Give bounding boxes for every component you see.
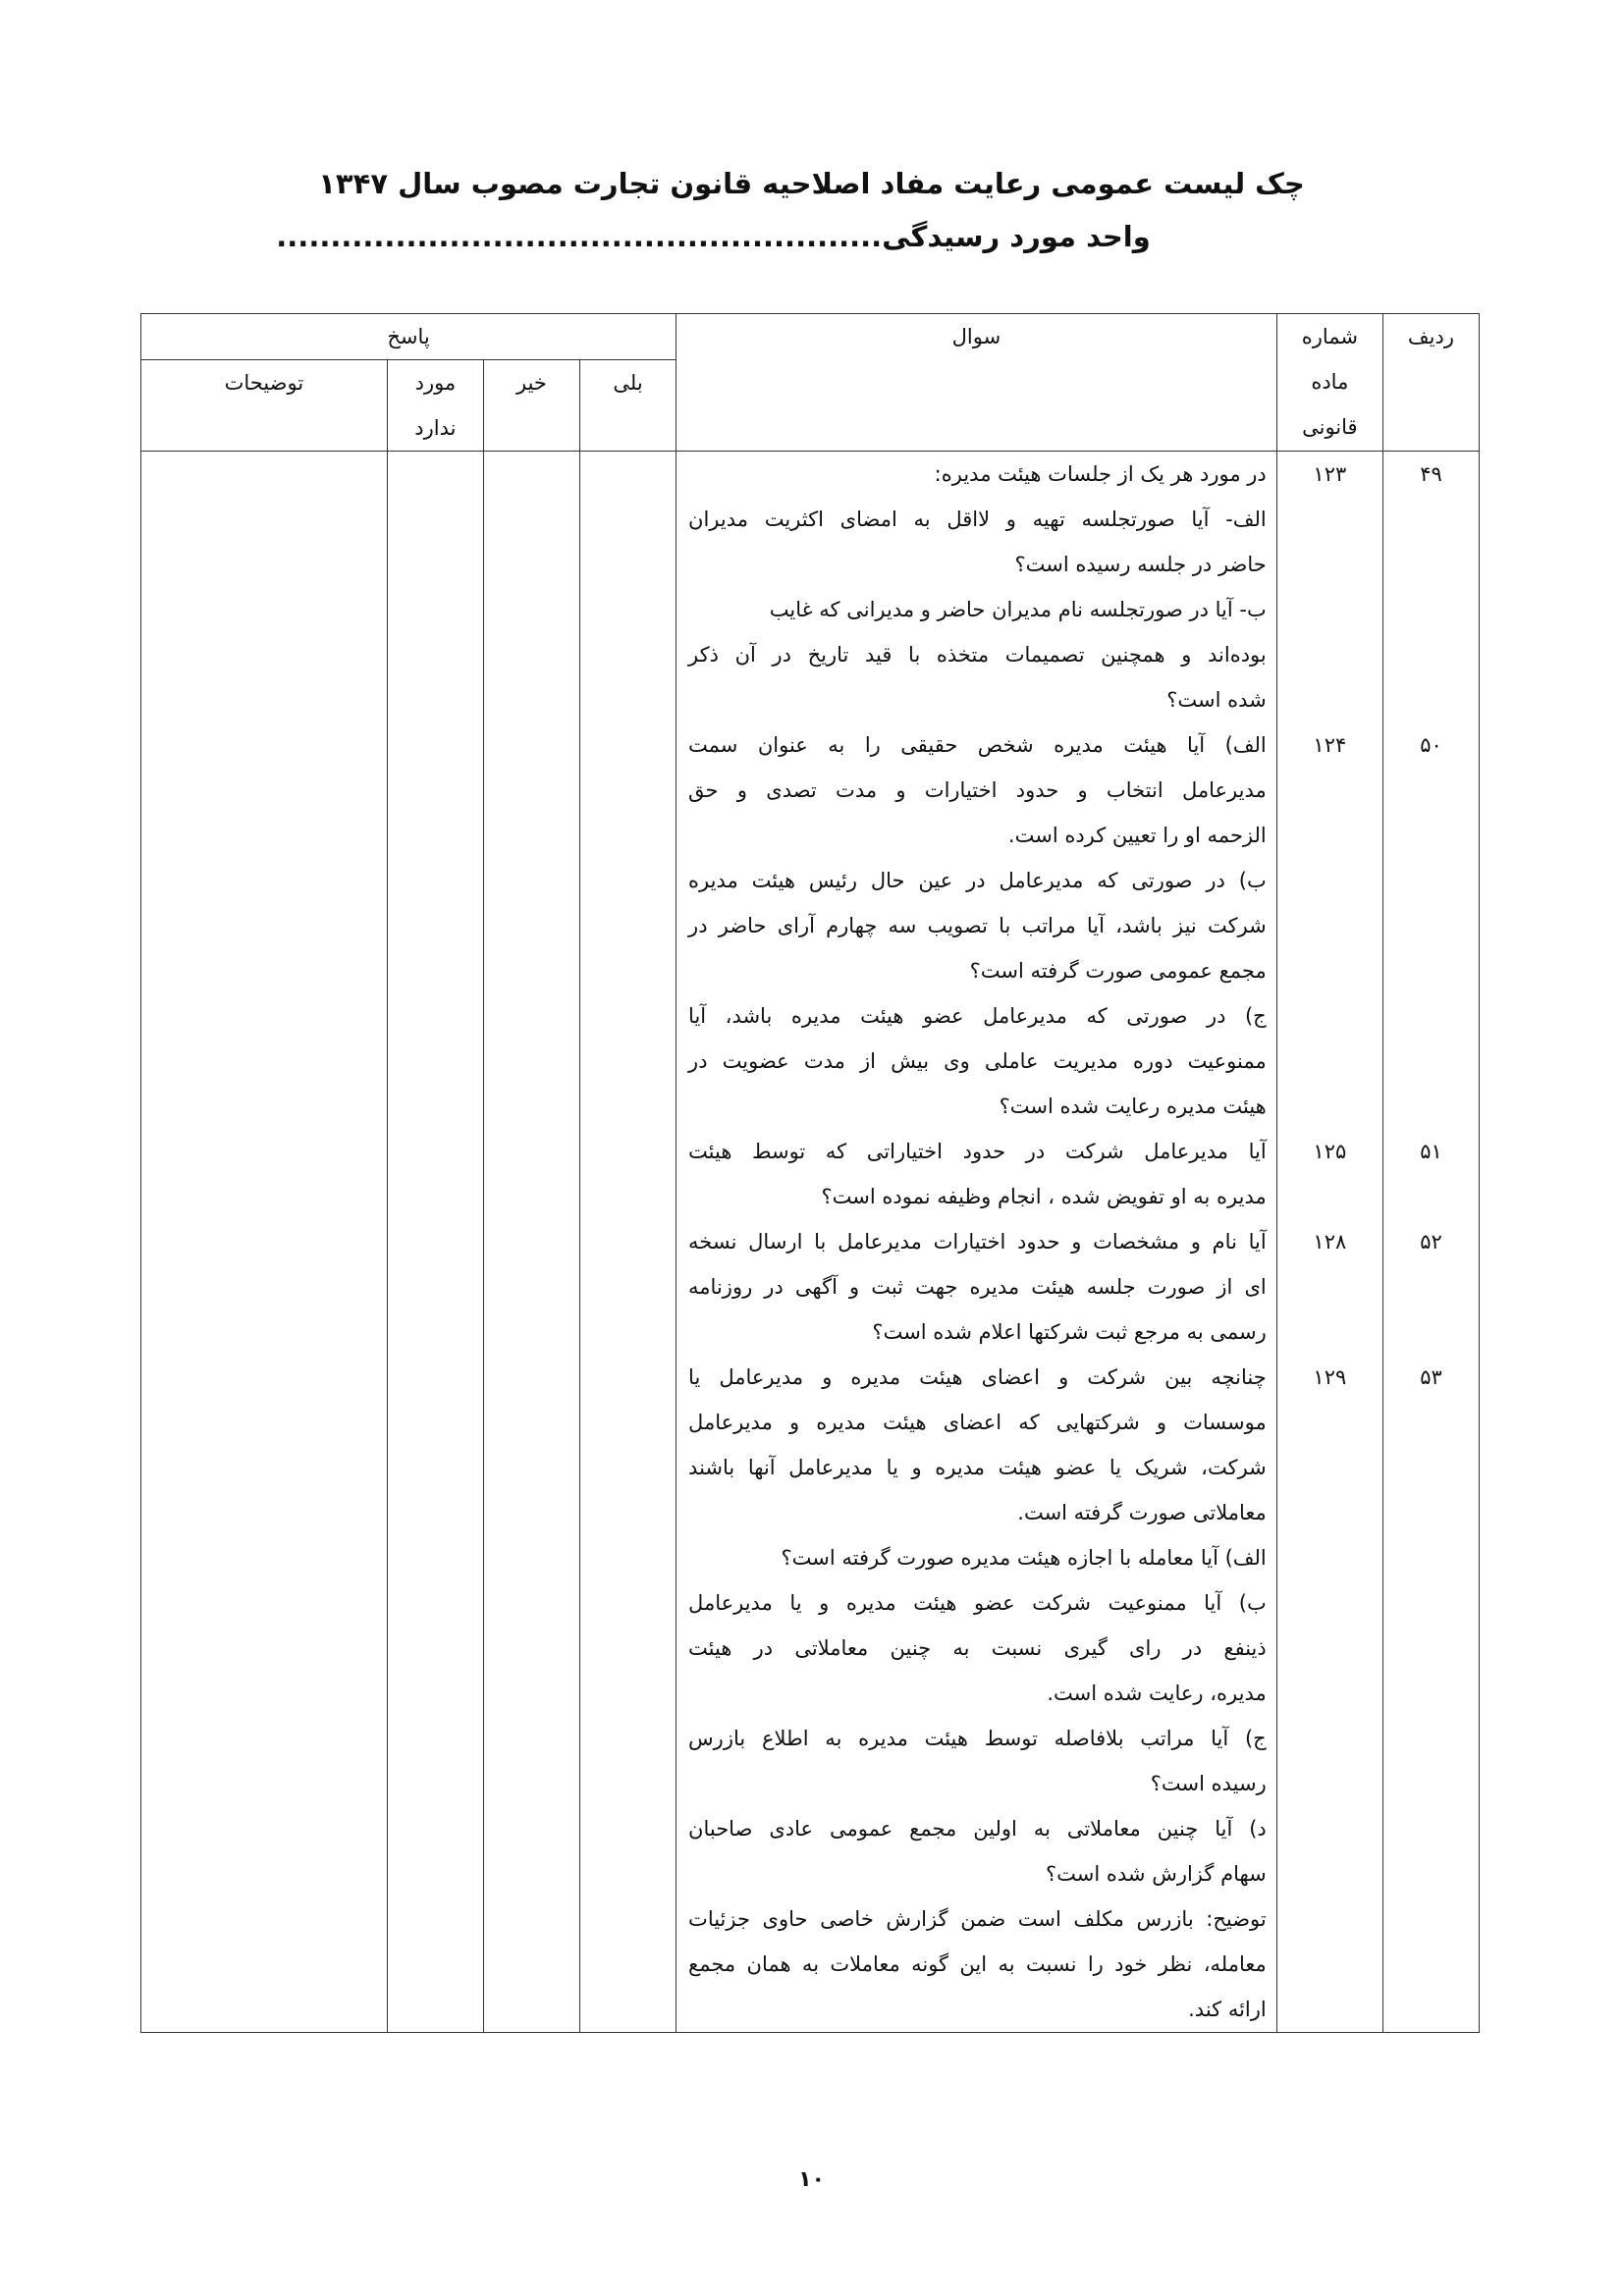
answer-not-applicable-column[interactable] (387, 452, 483, 2033)
audited-unit-line: واحد مورد رسیدگی........................................................ (276, 220, 1151, 253)
question-line: بوده‌اند و همچنین تصمیمات متخذه با قید تاریخ در آن ذکر (688, 643, 1267, 667)
answer-yes-column[interactable] (579, 452, 676, 2033)
row-number-column (1382, 452, 1479, 2033)
question-item (676, 1219, 1276, 1355)
question-line: شده است؟ (1166, 688, 1267, 712)
question-line: آیا نام و مشخصات و حدود اختیارات مدیرعامل با ارسال نسخه (688, 1230, 1267, 1254)
row-number: ۵۰ (1420, 733, 1442, 757)
question-line: ج) آیا مراتب بلافاصله توسط هیئت مدیره به اطلاع بازرس (688, 1727, 1267, 1750)
header-no (483, 360, 579, 452)
table-header-row (141, 314, 1480, 360)
page-number: ۱۰ (798, 2167, 825, 2192)
question-line: در مورد هر یک از جلسات هیئت مدیره: (934, 462, 1267, 486)
question-line: ج) در صورتی که مدیرعامل عضو هیئت مدیره باشد، آیا (688, 1004, 1267, 1028)
question-column (676, 452, 1277, 2033)
question-item (676, 452, 1276, 722)
question-line: الف) آیا هیئت مدیره شخص حقیقی را به عنوان سمت (688, 733, 1267, 757)
question-line: ب- آیا در صورتجلسه نام مدیران حاضر و مدیرانی که غایب (769, 598, 1267, 621)
header-row-number (1382, 314, 1479, 452)
header-no-label: خیر (516, 371, 547, 395)
question-line: توضیح: بازرس مکلف است ضمن گزارش خاصی حاوی جزئیات (688, 1907, 1267, 1931)
question-line: سهام گزارش شده است؟ (1046, 1862, 1267, 1886)
question-line: موسسات و شرکتهایی که اعضای هیئت مدیره و مدیرعامل (688, 1411, 1267, 1434)
question-line: آیا مدیرعامل شرکت در حدود اختیاراتی که توسط هیئت (688, 1140, 1267, 1163)
question-line: مدیره، رعایت شده است. (1047, 1682, 1267, 1705)
table-body-row (141, 452, 1480, 2033)
question-line: ب) آیا ممنوعیت شرکت عضو هیئت مدیره و یا مدیرعامل (688, 1591, 1267, 1615)
question-line: حاضر در جلسه رسیده است؟ (1014, 553, 1267, 576)
question-item (676, 1355, 1276, 2032)
question-line: رسیده است؟ (1150, 1772, 1267, 1795)
article-number: ۱۲۴ (1313, 733, 1347, 757)
question-line: رسمی به مرجع ثبت شرکتها اعلام شده است؟ (872, 1320, 1267, 1344)
question-line: چنانچه بین شرکت و اعضای هیئت مدیره و مدیرعامل یا (688, 1365, 1267, 1389)
header-not-applicable (387, 360, 483, 452)
checklist-table (140, 313, 1480, 2033)
row-number: ۵۱ (1420, 1140, 1442, 1163)
question-line: معامله، نظر خود را نسبت به این گونه معاملات به همان مجمع (688, 1952, 1267, 1976)
header-notes-label: توضیحات (224, 371, 304, 395)
question-line: معاملاتی صورت گرفته است. (1017, 1501, 1267, 1524)
question-line: مدیره به او تفویض شده ، انجام وظیفه نموده است؟ (821, 1185, 1267, 1208)
question-line: ب) در صورتی که مدیرعامل در عین حال رئیس هیئت مدیره (688, 869, 1267, 892)
article-number: ۱۲۳ (1313, 462, 1347, 486)
row-number: ۵۳ (1420, 1365, 1442, 1389)
question-line: ممنوعیت دوره مدیریت عاملی وی بیش از مدت عضویت در (688, 1049, 1267, 1073)
question-list (676, 452, 1276, 2032)
question-line: شرکت، شریک یا عضو هیئت مدیره و یا مدیرعامل آنها باشند (688, 1456, 1267, 1479)
header-not-applicable-line-2: ندارد (414, 416, 457, 440)
question-line: الف- آیا صورتجلسه تهیه و لااقل به امضای اکثریت مدیران (688, 507, 1267, 531)
question-line: الزحمه او را تعیین کرده است. (1007, 824, 1267, 847)
header-question-label: سوال (951, 325, 1001, 348)
article-number: ۱۲۸ (1313, 1230, 1347, 1254)
question-line: مدیرعامل انتخاب و حدود اختیارات و مدت تصدی و حق (688, 778, 1267, 802)
question-line: شرکت نیز باشد، آیا مراتب با تصویب سه چهارم آرای حاضر در (688, 914, 1267, 937)
question-item (676, 1129, 1276, 1219)
document-header (0, 157, 1623, 263)
article-number: ۱۲۵ (1313, 1140, 1347, 1163)
header-yes-label: بلی (613, 371, 643, 395)
header-article-line-2: ماده (1311, 370, 1349, 394)
header-answer-label: پاسخ (387, 325, 430, 348)
row-number-list (1383, 452, 1479, 2032)
header-article-number (1276, 314, 1382, 452)
question-item (676, 722, 1276, 1129)
article-number-column (1276, 452, 1382, 2033)
header-answer (141, 314, 676, 360)
question-line: هیئت مدیره رعایت شده است؟ (999, 1095, 1267, 1118)
notes-column[interactable] (141, 452, 388, 2033)
question-line: ای از صورت جلسه هیئت مدیره جهت ثبت و آگهی در روزنامه (688, 1275, 1267, 1299)
header-notes (141, 360, 388, 452)
question-line: ذینفع در رای گیری نسبت به چنین معاملاتی در هیئت (688, 1636, 1267, 1660)
question-line: ارائه کند. (1188, 1998, 1267, 2021)
question-line: مجمع عمومی صورت گرفته است؟ (969, 959, 1267, 983)
row-number: ۴۹ (1420, 462, 1442, 486)
question-line: د) آیا چنین معاملاتی به اولین مجمع عمومی عادی صاحبان (688, 1817, 1267, 1841)
row-number: ۵۲ (1420, 1230, 1442, 1254)
article-number-list (1277, 452, 1382, 2032)
answer-no-column[interactable] (483, 452, 579, 2033)
question-line: الف) آیا معامله با اجازه هیئت مدیره صورت گرفته است؟ (781, 1546, 1267, 1570)
header-article-line-3: قانونی (1302, 415, 1358, 439)
header-article-line-1: شماره (1301, 325, 1358, 348)
header-row-number-label: ردیف (1407, 325, 1454, 348)
article-number: ۱۲۹ (1313, 1365, 1347, 1389)
document-title: چک لیست عمومی رعایت مفاد اصلاحیه قانون تجارت مصوب سال ۱۳۴۷ (318, 167, 1305, 200)
header-not-applicable-line-1: مورد (414, 371, 457, 395)
header-question (676, 314, 1277, 452)
header-yes (579, 360, 676, 452)
